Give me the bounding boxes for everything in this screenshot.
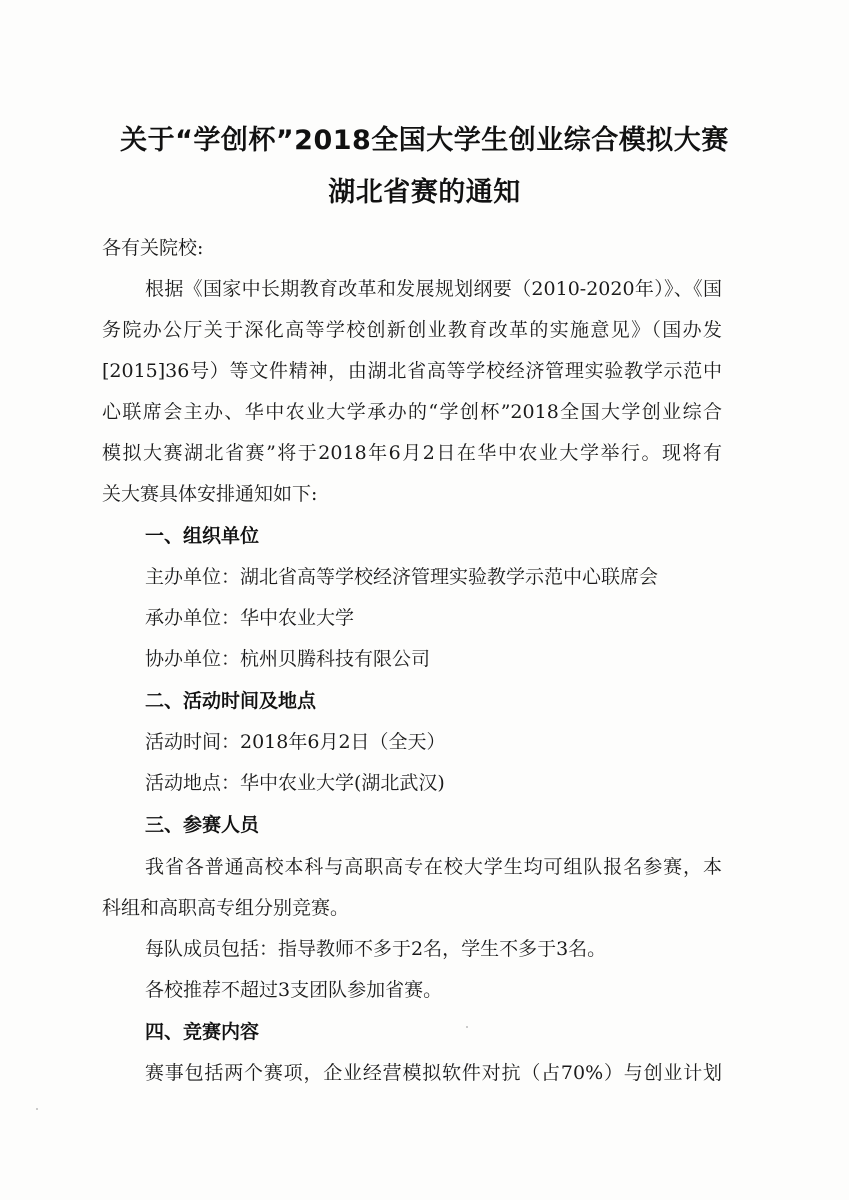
section-heading-time-place: 二、活动时间及地点 <box>145 690 317 712</box>
intro-line-3: [2015]36号）等文件精神，由湖北省高等学校经济管理实验教学示范中 <box>102 360 722 382</box>
intro-line-6: 关大赛具体安排通知如下: <box>102 483 318 505</box>
salutation: 各有关院校: <box>102 237 204 259</box>
participants-line-4: 各校推荐不超过3支团队参加省赛。 <box>145 979 443 1001</box>
organizer-host: 主办单位：湖北省高等学校经济管理实验教学示范中心联席会 <box>145 566 659 588</box>
section-heading-participants: 三、参赛人员 <box>145 814 260 836</box>
participants-line-1: 我省各普通高校本科与高职高专在校大学生均可组队报名参赛，本 <box>145 856 722 878</box>
organizer-undertaker: 承办单位：华中农业大学 <box>145 607 355 629</box>
document-title-line-1: 关于“学创杯”2018全国大学生创业综合模拟大赛 <box>120 125 729 156</box>
organizer-co-organizer: 协办单位：杭州贝腾科技有限公司 <box>145 648 431 670</box>
document-title-line-2: 湖北省赛的通知 <box>328 177 521 208</box>
intro-line-1: 根据《国家中长期教育改革和发展规划纲要（2010-2020年）》、《国 <box>145 278 722 300</box>
intro-line-5: 模拟大赛湖北省赛”将于2018年6月2日在华中农业大学举行。现将有 <box>102 442 722 464</box>
participants-line-3: 每队成员包括：指导教师不多于2名，学生不多于3名。 <box>145 938 607 960</box>
intro-line-4: 心联席会主办、华中农业大学承办的“学创杯”2018全国大学创业综合 <box>102 401 722 423</box>
participants-line-2: 科组和高职高专组分别竞赛。 <box>102 897 350 919</box>
scan-speck <box>466 1026 468 1028</box>
intro-line-2: 务院办公厅关于深化高等学校创新创业教育改革的实施意见》（国办发 <box>102 319 722 341</box>
section-heading-organizers: 一、组织单位 <box>145 525 260 547</box>
section-heading-content: 四、竞赛内容 <box>145 1021 260 1043</box>
content-line-1: 赛事包括两个赛项，企业经营模拟软件对抗（占70%）与创业计划 <box>145 1062 722 1084</box>
event-time: 活动时间：2018年6月2日（全天） <box>145 731 446 753</box>
event-place: 活动地点：华中农业大学(湖北武汉) <box>145 772 445 794</box>
scan-speck <box>36 1108 38 1110</box>
